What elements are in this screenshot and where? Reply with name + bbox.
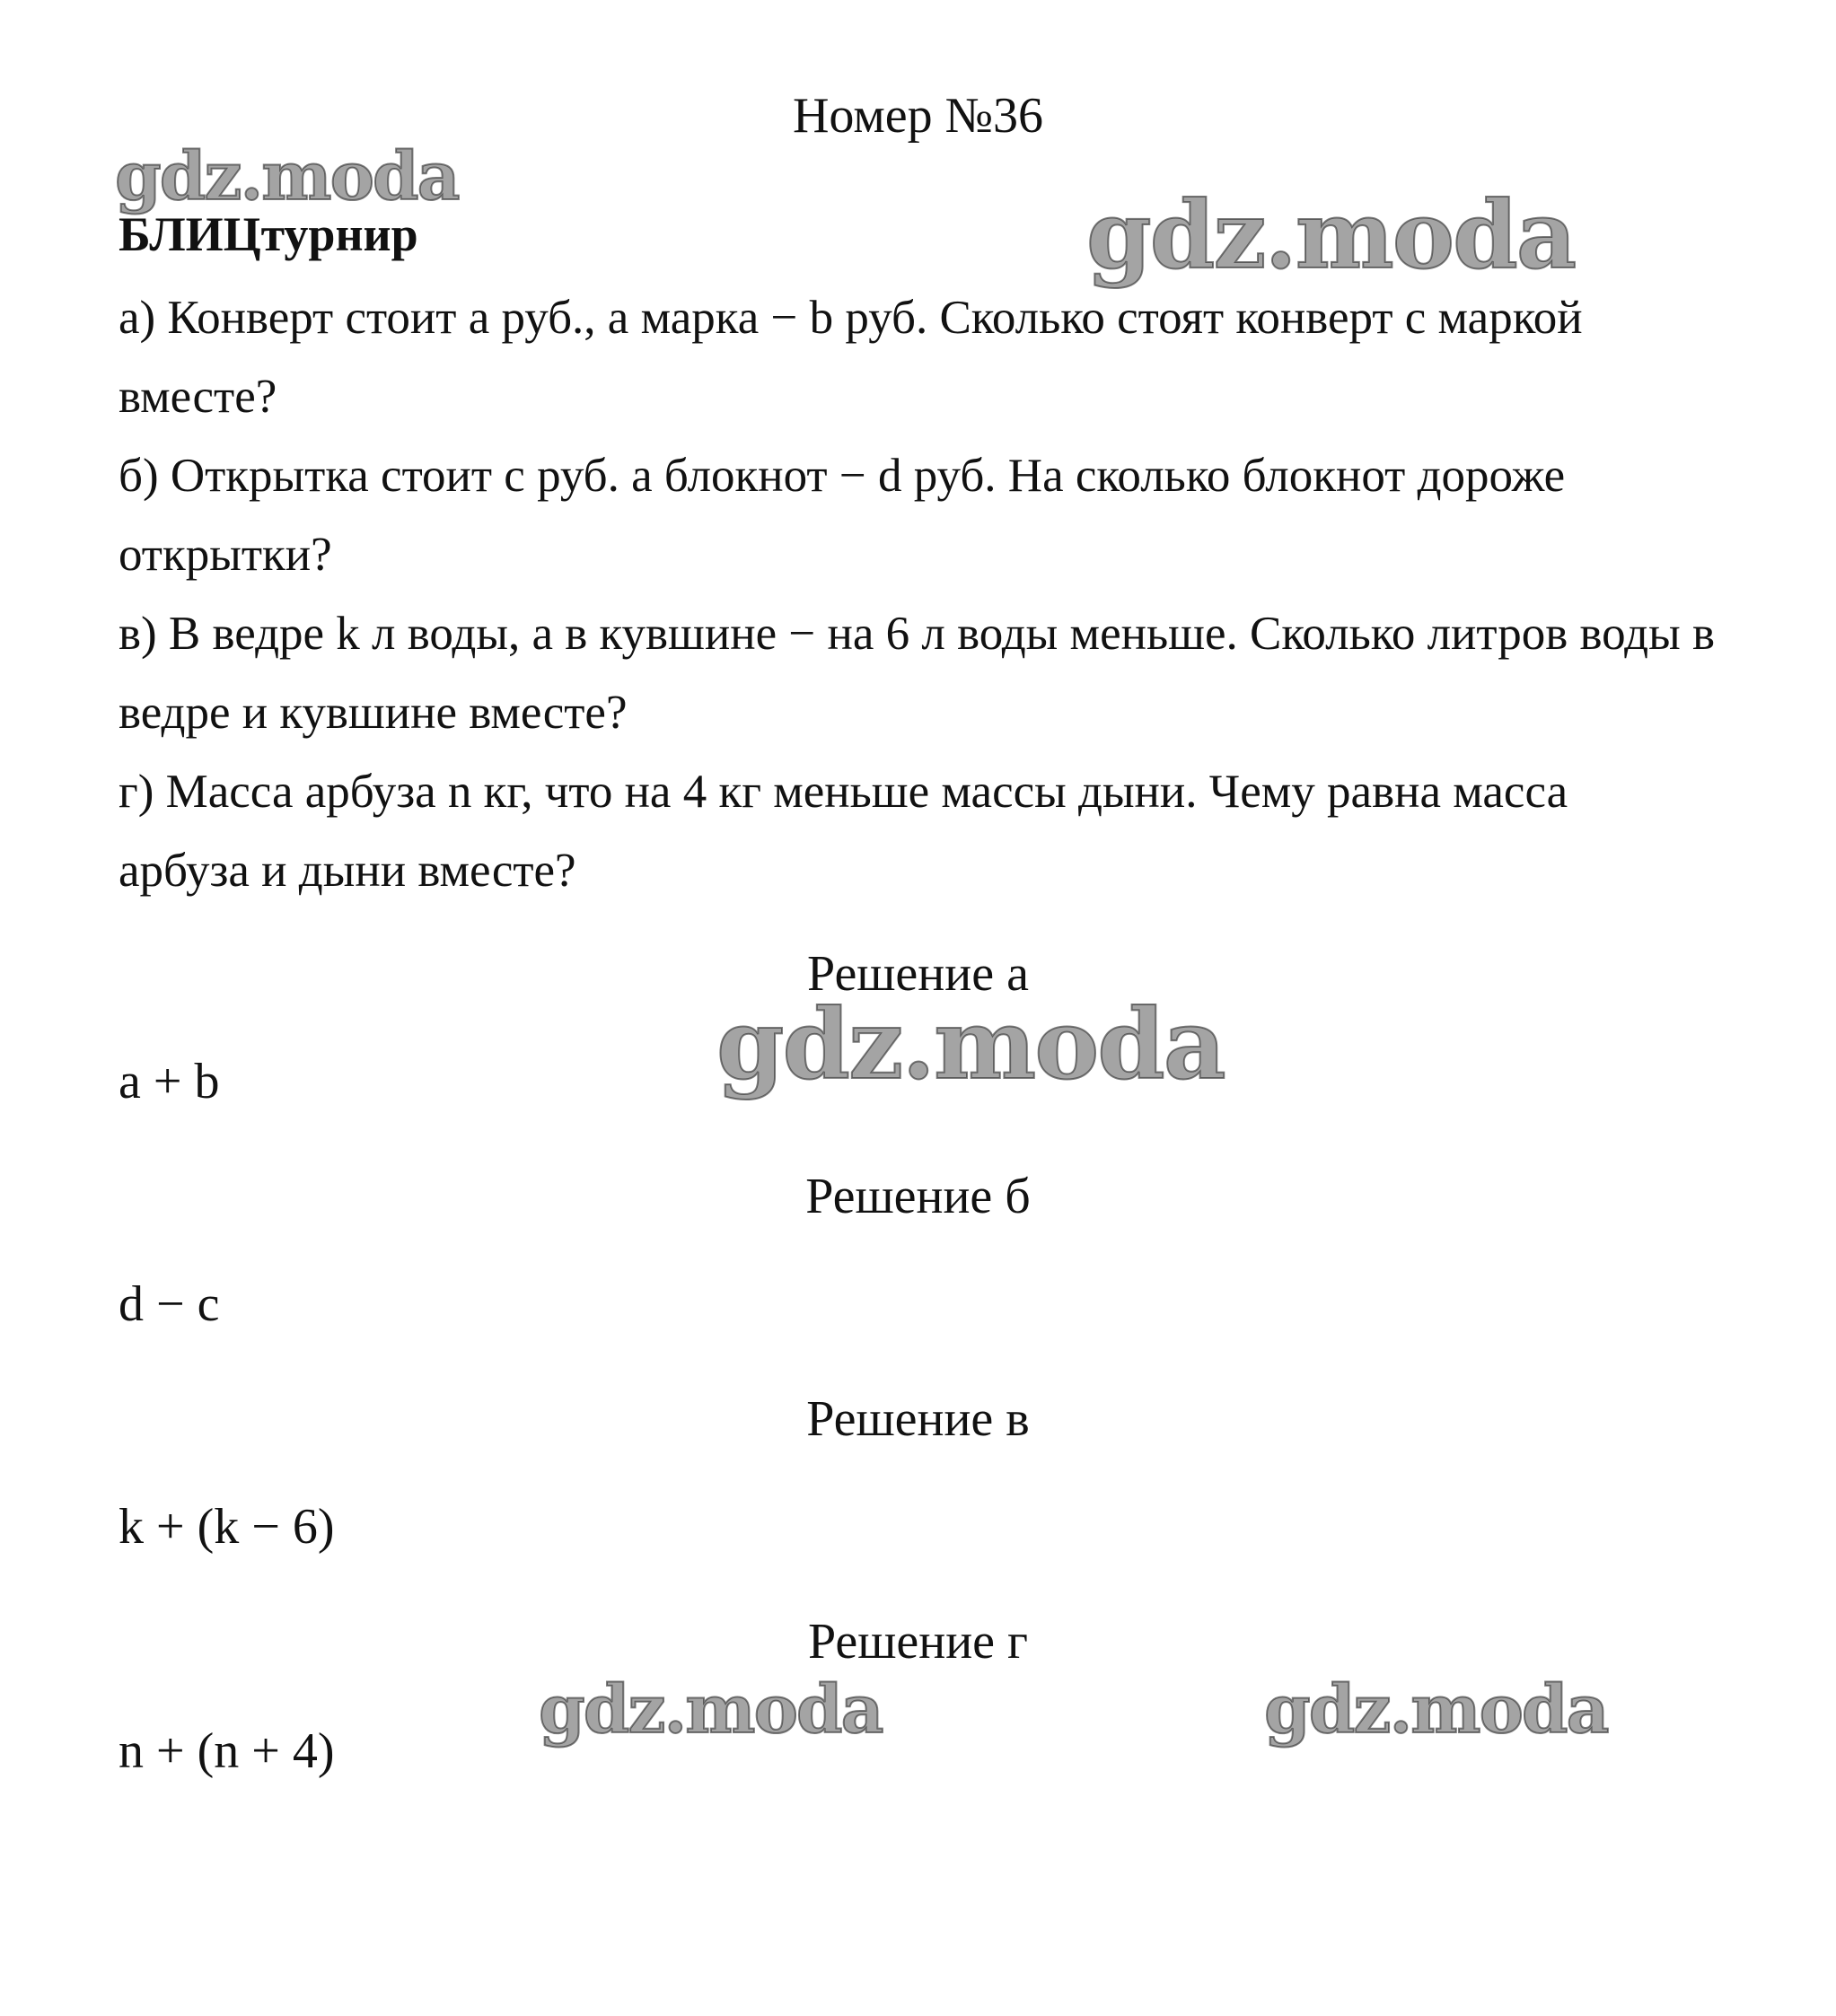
watermark: gdz.moda <box>1264 1671 1608 1749</box>
problem-b: б) Открытка стоит c руб. а блокнот − d руб. На сколько блокнот дороже открытки? <box>119 450 1566 581</box>
solution-b-title: Решение б <box>805 1169 1031 1224</box>
watermark: gdz.moda <box>115 138 459 215</box>
page-title: Номер №36 <box>792 88 1044 144</box>
watermark: gdz.moda <box>716 988 1225 1101</box>
problem-a: а) Конверт стоит a руб., а марка − b руб. Сколько стоят конверт с маркой вместе? <box>119 292 1583 423</box>
solution-v-title: Решение в <box>806 1391 1030 1447</box>
solution-b-formula: d − c <box>119 1276 220 1332</box>
solution-a-formula: a + b <box>119 1054 220 1109</box>
problem-v: в) В ведре k л воды, а в кувшине − на 6 л воды меньше. Сколько литров воды в ведре и кувшине вместе? <box>119 608 1715 739</box>
solution-g-formula: n + (n + 4) <box>119 1723 335 1779</box>
section-heading: БЛИЦтурнир <box>119 207 418 261</box>
watermark: gdz.moda <box>539 1671 883 1749</box>
problem-list <box>119 278 1735 910</box>
solution-v-formula: k + (k − 6) <box>119 1499 335 1555</box>
problem-g: г) Масса арбуза n кг, что на 4 кг меньше массы дыни. Чему равна масса арбуза и дыни вместе? <box>119 766 1568 897</box>
solution-g-title: Решение г <box>808 1614 1028 1670</box>
solution-a-title: Решение а <box>807 946 1029 1002</box>
watermark: gdz.moda <box>1086 180 1576 290</box>
